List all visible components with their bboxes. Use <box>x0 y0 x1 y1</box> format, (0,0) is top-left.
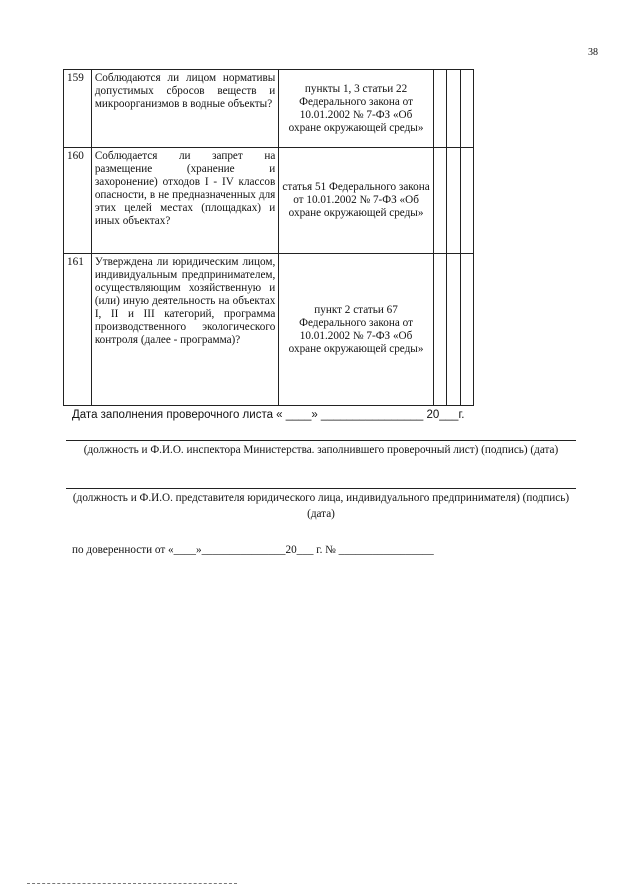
representative-signature-line[interactable] <box>66 488 576 489</box>
answer-cell-yes[interactable] <box>433 254 446 406</box>
table-row <box>64 70 474 148</box>
answer-cell-no[interactable] <box>447 254 460 406</box>
row-legal-reference: статья 51 Федерального закона от 10.01.2002 № 7-ФЗ «Об охране окружающей среды» <box>279 148 434 254</box>
answer-cell-na[interactable] <box>460 148 473 254</box>
row-question: Соблюдаются ли лицом нормативы допустимых сбросов веществ и микроорганизмов в водные объекты? <box>91 70 278 148</box>
answer-cell-yes[interactable] <box>433 148 446 254</box>
inspector-signature-caption: (должность и Ф.И.О. инспектора Министерства. заполнившего проверочный лист) (подпись) (дата) <box>83 444 559 456</box>
row-number: 160 <box>64 148 92 254</box>
checklist-table <box>63 69 474 406</box>
fill-date-line: Дата заполнения проверочного листа « ____» ________________ 20___г. <box>72 409 465 421</box>
answer-cell-no[interactable] <box>447 148 460 254</box>
answer-cell-na[interactable] <box>460 254 473 406</box>
row-number: 159 <box>64 70 92 148</box>
answer-cell-yes[interactable] <box>433 70 446 148</box>
footer-divider <box>27 883 237 884</box>
page-number: 38 <box>588 47 598 58</box>
representative-signature-caption: (должность и Ф.И.О. представителя юридического лица, индивидуального предпринимателя) (подпись) (дата) <box>72 492 570 520</box>
row-number: 161 <box>64 254 92 406</box>
row-question: Соблюдается ли запрет на размещение (хранение и захоронение) отходов I - IV классов опасности, в не предназначенных для этих целей местах (площадках) и иных объектах? <box>91 148 278 254</box>
row-legal-reference: пункт 2 статьи 67 Федерального закона от 10.01.2002 № 7-ФЗ «Об охране окружающей среды» <box>279 254 434 406</box>
answer-cell-na[interactable] <box>460 70 473 148</box>
inspector-signature-line[interactable] <box>66 440 576 441</box>
row-legal-reference: пункты 1, 3 статьи 22 Федерального закона от 10.01.2002 № 7-ФЗ «Об охране окружающей среды» <box>279 70 434 148</box>
table-row <box>64 254 474 406</box>
row-question: Утверждена ли юридическим лицом, индивидуальным предпринимателем, осуществляющим хозяйственную и (или) иную деятельность на объектах I, II и III категорий, программа производственного экологического контроля (далее - программа)? <box>91 254 278 406</box>
proxy-line: по доверенности от «____»_______________20___ г. № _________________ <box>72 544 434 556</box>
answer-cell-no[interactable] <box>447 70 460 148</box>
table-row <box>64 148 474 254</box>
